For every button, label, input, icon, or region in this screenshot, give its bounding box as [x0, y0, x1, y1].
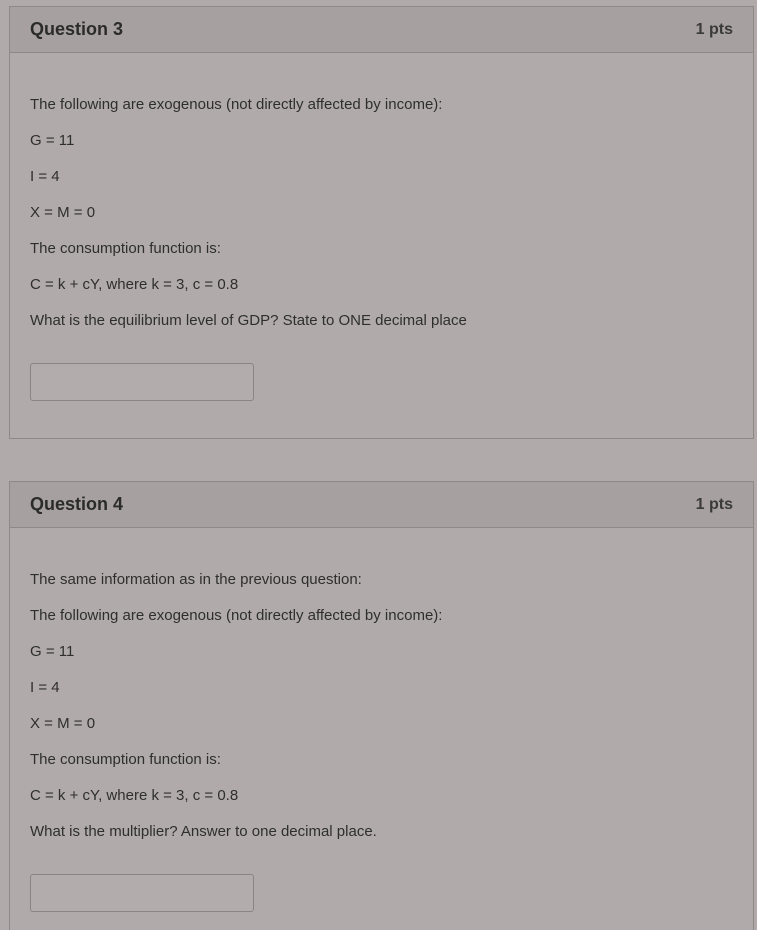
- question-3-card: [9, 6, 754, 439]
- question-points: 1 pts: [695, 20, 733, 38]
- question-text-line: The consumption function is:: [30, 240, 221, 257]
- question-body: [10, 53, 753, 401]
- question-text-line: The following are exogenous (not directly affected by income):: [30, 96, 443, 113]
- question-points: 1 pts: [695, 495, 733, 513]
- question-text-line: What is the multiplier? Answer to one decimal place.: [30, 823, 377, 840]
- question-text-line: G = 11: [30, 132, 75, 149]
- question-text-line: I = 4: [30, 168, 60, 185]
- answer-input[interactable]: [30, 363, 254, 401]
- question-text-line: X = M = 0: [30, 204, 96, 221]
- question-text-line: What is the equilibrium level of GDP? State to ONE decimal place: [30, 312, 467, 329]
- question-body: [10, 528, 753, 912]
- question-text-line: The same information as in the previous question:: [30, 571, 362, 588]
- question-title: Question 4: [30, 494, 124, 514]
- question-text-line: G = 11: [30, 643, 75, 660]
- question-text-line: C = k + cY, where k = 3, c = 0.8: [30, 787, 239, 804]
- question-text-line: X = M = 0: [30, 715, 96, 732]
- question-text-line: The consumption function is:: [30, 751, 221, 768]
- question-header: [10, 482, 753, 528]
- question-text-line: C = k + cY, where k = 3, c = 0.8: [30, 276, 239, 293]
- question-title: Question 3: [30, 19, 124, 39]
- question-4-card: [9, 481, 754, 930]
- answer-input[interactable]: [30, 874, 254, 912]
- question-text-line: The following are exogenous (not directly affected by income):: [30, 607, 443, 624]
- question-header: [10, 7, 753, 53]
- question-text-line: I = 4: [30, 679, 60, 696]
